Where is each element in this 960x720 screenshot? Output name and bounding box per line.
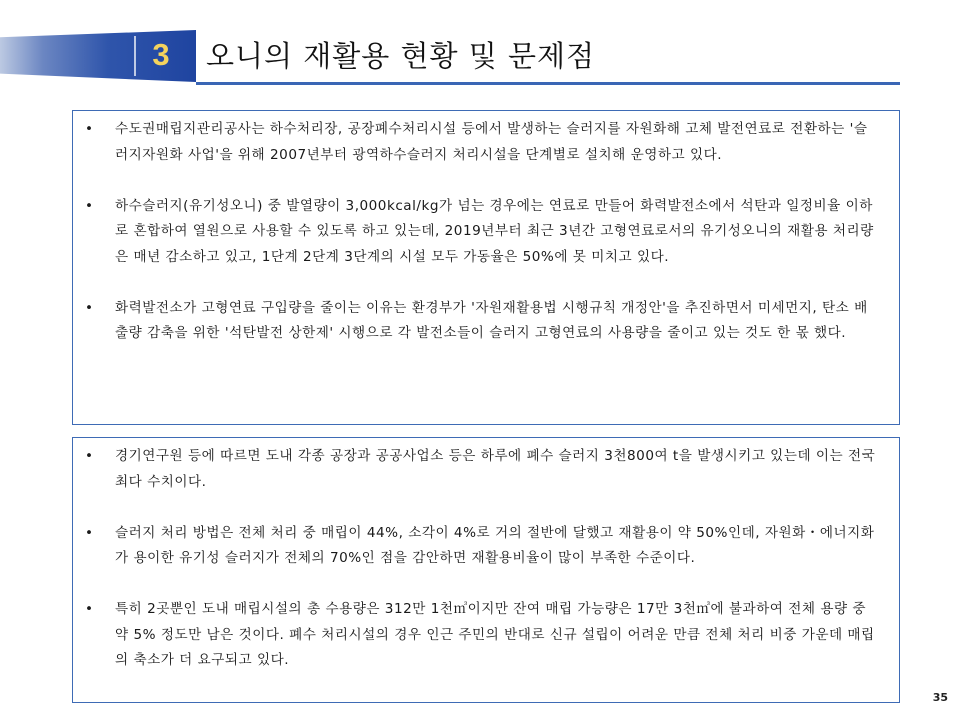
bullet-icon: • — [85, 121, 94, 137]
content-box-2 — [72, 437, 900, 703]
bullet-icon: • — [85, 299, 94, 316]
bullet-icon: • — [85, 601, 94, 617]
content-box-1 — [72, 110, 900, 425]
bullet-icon: • — [85, 448, 94, 464]
bullet-text: 특히 2곳뿐인 도내 매립시설의 총 수용량은 312만 1천㎥이지만 잔여 매립 가능량은 17만 3천㎥에 불과하여 전체 용량 중 약 5% 정도만 남은 것이다. 폐수 처리시설의 경우 인근 주민의 반대로 신규 설립이 어려운 만큼 전체 처리 비중 가운데 매립의 축소가 더 요구되고 있다. — [115, 601, 875, 668]
section-number: 3 — [152, 37, 170, 72]
bullet-item — [85, 444, 879, 495]
bullet-icon: • — [85, 197, 94, 214]
bullet-item — [85, 521, 879, 572]
page-number: 35 — [932, 691, 948, 704]
bullet-item — [85, 117, 879, 168]
bullet-item — [85, 296, 879, 347]
bullet-item — [85, 597, 879, 674]
ribbon-divider — [134, 36, 136, 76]
bullet-item — [85, 194, 879, 271]
bullet-text: 슬러지 처리 방법은 전체 처리 중 매립이 44%, 소각이 4%로 거의 절반에 달했고 재활용이 약 50%인데, 자원화・에너지화가 용이한 유기성 슬러지가 전체의 70%인 점을 감안하면 재활용비율이 많이 부족한 수준이다. — [115, 524, 875, 566]
bullet-icon: • — [85, 524, 94, 541]
bullet-text: 하수슬러지(유기성오니) 중 발열량이 3,000kcal/kg가 넘는 경우에는 연료로 만들어 화력발전소에서 석탄과 일정비율 이하로 혼합하여 열원으로 사용할 수 있도록 하고 있는데, 2019년부터 최근 3년간 고형연료로서의 유기성오니의 재활용 처리량은 매년 감소하고 있고, 1단계 2단계 3단계의 시설 모두 가동율은 50%에 못 미치고 있다. — [115, 197, 874, 265]
page-title: 오니의 재활용 현황 및 문제점 — [206, 39, 596, 73]
bullet-text: 경기연구원 등에 따르면 도내 각종 공장과 공공사업소 등은 하루에 폐수 슬러지 3천800여 t을 발생시키고 있는데 이는 전국 최다 수치이다. — [115, 448, 876, 490]
title-underline — [196, 82, 900, 85]
bullet-text: 화력발전소가 고형연료 구입량을 줄이는 이유는 환경부가 '자원재활용법 시행규칙 개정안'을 추진하면서 미세먼지, 탄소 배출량 감축을 위한 '석탄발전 상한제' 시행으로 각 발전소들이 슬러지 고형연료의 사용량을 줄이고 있는 것도 한 몫 했다. — [115, 299, 868, 341]
bullet-text: 수도권매립지관리공사는 하수처리장, 공장폐수처리시설 등에서 발생하는 슬러지를 자원화해 고체 발전연료로 전환하는 '슬러지자원화 사업'을 위해 2007년부터 광역하수슬러지 처리시설을 단계별로 설치해 운영하고 있다. — [115, 121, 868, 163]
